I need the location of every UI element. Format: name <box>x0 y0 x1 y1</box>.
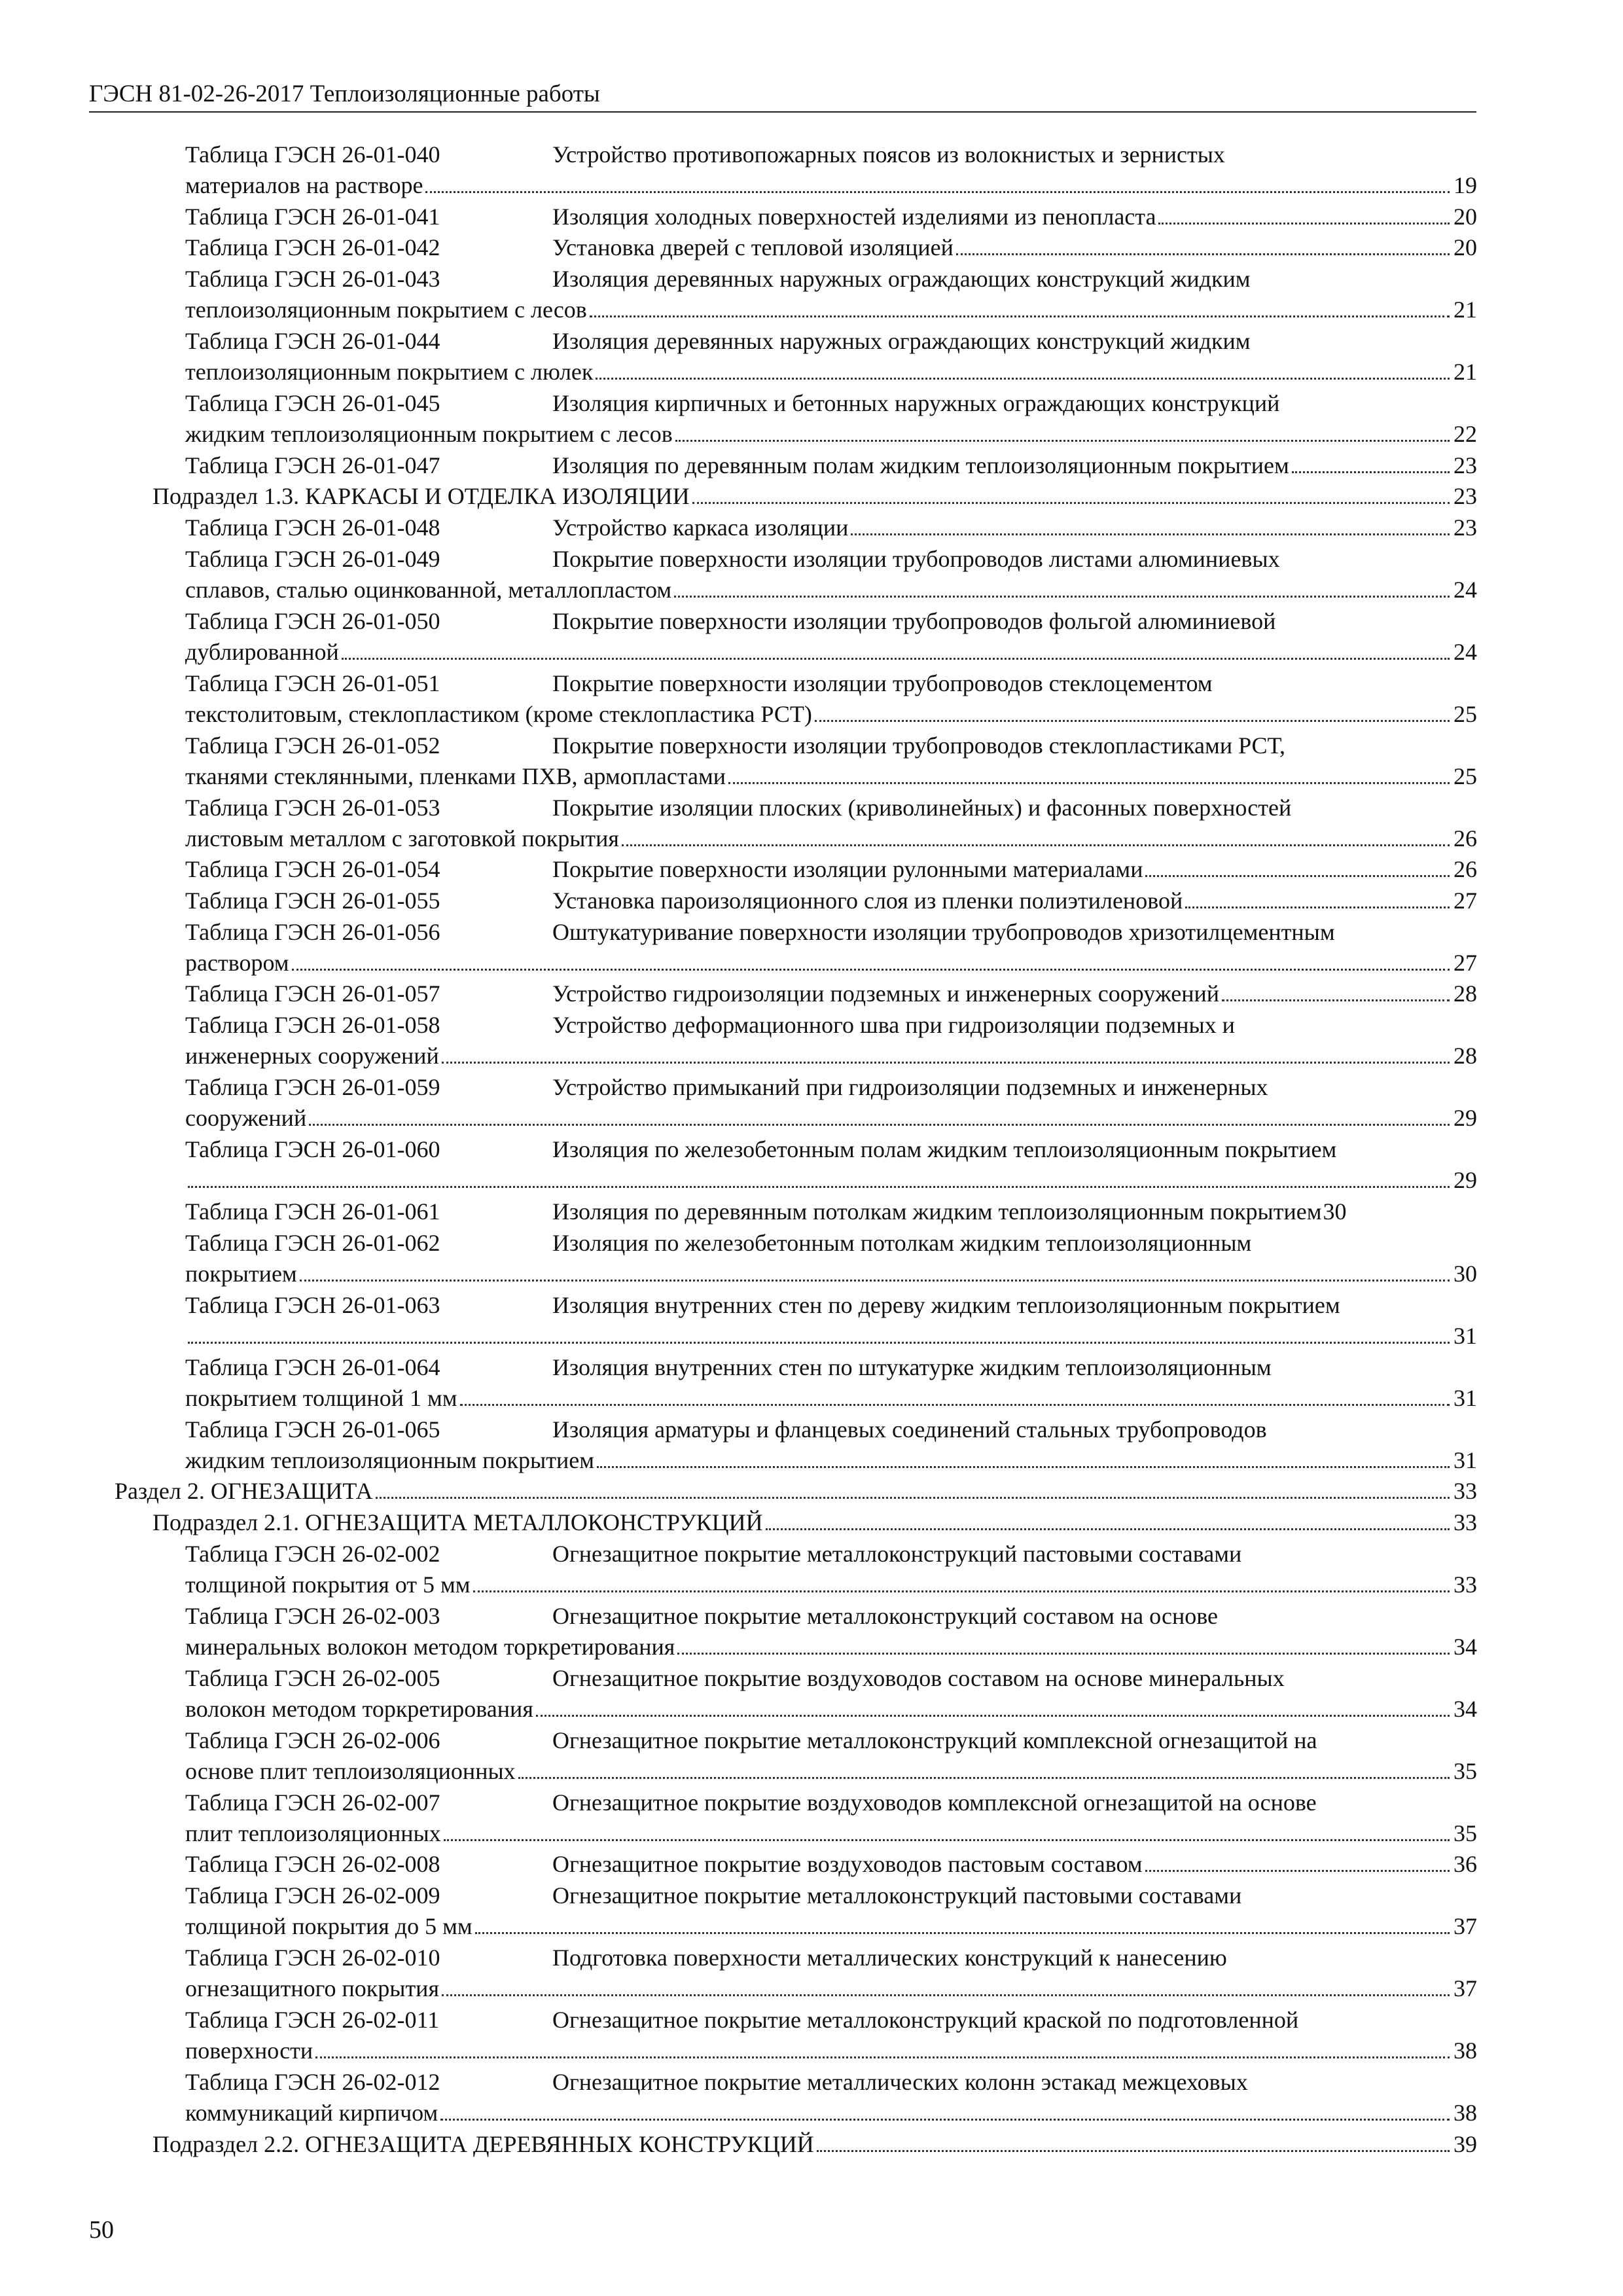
toc-entry-title: Огнезащитное покрытие воздуховодов комплексной огнезащитой на основе <box>552 1789 1317 1816</box>
toc-table-label: Таблица ГЭСН 26-01-064 <box>185 1354 440 1380</box>
toc-entry-title: Оштукатуривание поверхности изоляции трубопроводов хризотилцементным <box>552 918 1335 945</box>
dot-leader-row <box>185 419 1477 450</box>
toc-heading-title: Подраздел 2.1. ОГНЕЗАЩИТА МЕТАЛЛОКОНСТРУКЦИЙ <box>152 1507 764 1539</box>
dot-leader <box>440 2119 1450 2121</box>
dot-leader-row <box>115 1476 1477 1507</box>
toc-entry-continuation[interactable] <box>115 1570 1477 1601</box>
toc-entry-continuation[interactable] <box>115 823 1477 855</box>
toc-table-label: Таблица ГЭСН 26-02-011 <box>185 2007 440 2033</box>
toc-table-label: Таблица ГЭСН 26-02-009 <box>185 1882 440 1909</box>
toc-entry-text <box>185 202 1157 233</box>
toc-entry-continuation[interactable] <box>115 1321 1477 1352</box>
dot-leader-row <box>185 699 1477 730</box>
dot-leader-row <box>185 1632 1477 1663</box>
toc-entry[interactable] <box>115 1787 1477 1819</box>
toc-entry-title: Изоляция деревянных наружных ограждающих конструкций жидким <box>552 266 1251 292</box>
toc-entry-continuation[interactable] <box>115 171 1477 202</box>
toc-entry-title: Огнезащитное покрытие металлоконструкций составом на основе <box>552 1602 1219 1629</box>
toc-continuation-text: коммуникаций кирпичом <box>185 2098 439 2129</box>
dot-leader <box>590 315 1450 317</box>
dot-leader <box>1145 1870 1450 1872</box>
toc-subsection[interactable] <box>152 1507 1477 1539</box>
toc-page-number: 20 <box>1451 202 1477 233</box>
dot-leader-row <box>185 1041 1477 1072</box>
toc-entry-title: Изоляция холодных поверхностей изделиями из пенопласта <box>552 203 1156 230</box>
toc-continuation-text: минеральных волокон методом торкретирования <box>185 1632 676 1663</box>
header-title: ГЭСН 81-02-26-2017 Теплоизоляционные работы <box>89 81 600 107</box>
toc-entry-continuation[interactable] <box>115 1259 1477 1290</box>
toc-table-label: Таблица ГЭСН 26-01-047 <box>185 452 440 478</box>
toc-continuation-text: толщиной покрытия от 5 мм <box>185 1570 472 1601</box>
toc-continuation-text: покрытием <box>185 1259 298 1290</box>
toc-entry-title: Покрытие поверхности изоляции трубопроводов фольгой алюминиевой <box>552 607 1276 634</box>
toc-page-number: 27 <box>1451 948 1477 979</box>
toc-table-label: Таблица ГЭСН 26-01-041 <box>185 203 440 230</box>
toc-page-number: 23 <box>1451 512 1477 544</box>
toc-entry-title: Изоляция внутренних стен по штукатурке жидким теплоизоляционным <box>552 1354 1272 1380</box>
toc-continuation-text: сооружений <box>185 1103 308 1134</box>
toc-page-number: 26 <box>1451 823 1477 855</box>
dot-leader <box>766 1528 1450 1530</box>
toc-entry-continuation[interactable] <box>115 761 1477 793</box>
toc-entry[interactable] <box>115 917 1477 948</box>
toc-entry-title: Изоляция арматуры и фланцевых соединений стальных трубопроводов <box>552 1416 1267 1443</box>
toc-continuation-text: теплоизоляционным покрытием с лесов <box>185 295 588 326</box>
dot-leader-row <box>185 1849 1477 1880</box>
toc-entry-continuation[interactable] <box>115 699 1477 730</box>
toc-entry-continuation[interactable] <box>115 1041 1477 1073</box>
toc-entry-title: Огнезащитное покрытие металлических колонн эстакад межцеховых <box>552 2069 1248 2095</box>
toc-entry[interactable] <box>115 1850 1477 1881</box>
dot-leader <box>425 191 1450 193</box>
dot-leader <box>460 1404 1450 1406</box>
toc-continuation-text: покрытием толщиной 1 мм <box>185 1383 459 1414</box>
toc-subsection[interactable] <box>152 482 1477 513</box>
toc-entry-text <box>185 854 1144 886</box>
table-of-contents <box>115 139 1477 2161</box>
dot-leader <box>188 1186 1450 1188</box>
toc-table-label: Таблица ГЭСН 26-01-043 <box>185 266 440 292</box>
dot-leader <box>851 533 1450 535</box>
toc-heading-title: Раздел 2. ОГНЕЗАЩИТА <box>115 1476 374 1507</box>
toc-table-label: Таблица ГЭСН 26-02-007 <box>185 1789 440 1816</box>
toc-entry-title: Покрытие поверхности изоляции трубопроводов стеклоцементом <box>552 670 1213 696</box>
toc-table-label: Таблица ГЭСН 26-02-002 <box>185 1540 440 1567</box>
toc-entry-title: Покрытие изоляции плоских (криволинейных) и фасонных поверхностей <box>552 794 1292 821</box>
toc-entry[interactable] <box>115 1414 1477 1446</box>
toc-table-label: Таблица ГЭСН 26-01-045 <box>185 390 440 416</box>
toc-page-number: 25 <box>1451 699 1477 730</box>
toc-table-label: Таблица ГЭСН 26-02-008 <box>185 1851 440 1877</box>
toc-table-label: Таблица ГЭСН 26-01-065 <box>185 1416 440 1443</box>
toc-entry[interactable] <box>115 1725 1477 1757</box>
dot-leader-row <box>185 1694 1477 1725</box>
dot-leader-row <box>185 295 1477 326</box>
toc-entry[interactable] <box>115 388 1477 420</box>
toc-page-number: 38 <box>1451 2098 1477 2129</box>
toc-table-label: Таблица ГЭСН 26-01-059 <box>185 1074 440 1100</box>
toc-entry-title: Изоляция по деревянным потолкам жидким теплоизоляционным покрытием <box>552 1198 1322 1225</box>
toc-entry-title: Устройство гидроизоляции подземных и инженерных сооружений <box>552 980 1220 1007</box>
toc-page-number: 29 <box>1451 1103 1477 1134</box>
toc-entry[interactable] <box>115 1601 1477 1632</box>
toc-entry[interactable] <box>115 1196 1477 1228</box>
toc-page-number: 35 <box>1451 1818 1477 1850</box>
toc-entry-title: Изоляция деревянных наружных ограждающих конструкций жидким <box>552 328 1251 354</box>
toc-table-label: Таблица ГЭСН 26-02-003 <box>185 1602 440 1629</box>
toc-continuation-text: тканями стеклянными, пленками ПХВ, армопластами <box>185 761 727 793</box>
dot-leader-row <box>185 357 1477 388</box>
toc-table-label: Таблица ГЭСН 26-01-040 <box>185 141 440 168</box>
toc-page-number: 23 <box>1451 450 1477 482</box>
toc-entry[interactable] <box>115 2005 1477 2036</box>
toc-continuation-text: инженерных сооружений <box>185 1041 440 1072</box>
toc-entry-continuation[interactable] <box>115 420 1477 451</box>
dot-leader-row <box>185 886 1477 917</box>
toc-section[interactable] <box>115 1477 1477 1508</box>
toc-entry-text <box>185 978 1221 1010</box>
toc-entry-text <box>185 232 955 264</box>
toc-table-label: Таблица ГЭСН 26-01-057 <box>185 980 440 1007</box>
dot-leader-row <box>185 854 1477 886</box>
dot-leader <box>622 844 1450 846</box>
toc-entry-title: Огнезащитное покрытие металлоконструкций комплексной огнезащитой на <box>552 1727 1317 1753</box>
toc-entry-title: Установка дверей с тепловой изоляцией <box>552 234 954 260</box>
dot-leader <box>817 2150 1450 2152</box>
toc-page-number: 39 <box>1451 2129 1477 2161</box>
dot-leader <box>442 1994 1450 1996</box>
dot-leader-row <box>185 1818 1477 1850</box>
toc-entry-title: Устройство деформационного шва при гидроизоляции подземных и <box>552 1012 1235 1038</box>
toc-entry[interactable] <box>115 202 1477 233</box>
toc-table-label: Таблица ГЭСН 26-01-053 <box>185 794 440 821</box>
toc-entry-title: Огнезащитное покрытие воздуховодов пастовым составом <box>552 1851 1143 1877</box>
toc-page-number: 25 <box>1451 761 1477 793</box>
toc-continuation-text: толщиной покрытия до 5 мм <box>185 1911 474 1943</box>
toc-entry[interactable] <box>115 1663 1477 1695</box>
toc-continuation-text: жидким теплоизоляционным покрытием <box>185 1445 596 1477</box>
toc-entry-title: Изоляция кирпичных и бетонных наружных ограждающих конструкций <box>552 390 1280 416</box>
toc-table-label: Таблица ГЭСН 26-01-062 <box>185 1229 440 1256</box>
dot-leader-row <box>185 1259 1477 1290</box>
toc-entry[interactable] <box>115 1943 1477 1974</box>
dot-leader-row <box>185 1321 1477 1352</box>
toc-page-number: 30 <box>1451 1259 1477 1290</box>
toc-page-number: 33 <box>1451 1570 1477 1601</box>
toc-entry-continuation[interactable] <box>115 1974 1477 2005</box>
toc-continuation-text: материалов на растворе <box>185 170 424 202</box>
dot-leader-row <box>185 823 1477 855</box>
dot-leader-row <box>185 170 1477 202</box>
toc-entry[interactable] <box>115 544 1477 575</box>
toc-table-label: Таблица ГЭСН 26-01-054 <box>185 856 440 882</box>
toc-page-number: 31 <box>1451 1321 1477 1352</box>
toc-page-number: 21 <box>1451 357 1477 388</box>
dot-leader <box>309 1124 1450 1126</box>
dot-leader-row <box>185 1973 1477 2005</box>
toc-entry-continuation[interactable] <box>115 1818 1477 1850</box>
toc-page-number: 34 <box>1451 1632 1477 1663</box>
toc-entry-continuation[interactable] <box>115 1912 1477 1943</box>
toc-entry[interactable] <box>115 450 1477 482</box>
toc-page-number: 38 <box>1451 2036 1477 2067</box>
toc-entry-continuation[interactable] <box>115 637 1477 668</box>
toc-entry[interactable] <box>115 264 1477 295</box>
toc-entry-text <box>185 512 849 544</box>
toc-entry-title: Покрытие поверхности изоляции трубопроводов стеклопластиками РСТ, <box>552 732 1285 759</box>
toc-entry-title: Изоляция по железобетонным потолкам жидким теплоизоляционным <box>552 1229 1252 1256</box>
toc-entry-title: Изоляция по деревянным полам жидким теплоизоляционным покрытием <box>552 452 1289 478</box>
dot-leader-row <box>152 2129 1477 2161</box>
dot-leader <box>473 1590 1450 1592</box>
toc-subsection[interactable] <box>152 2129 1477 2161</box>
toc-continuation-text: листовым металлом с заготовкой покрытия <box>185 823 620 855</box>
dot-leader <box>444 1839 1450 1841</box>
dot-leader <box>677 1653 1450 1655</box>
toc-page-number: 30 <box>1323 1196 1347 1228</box>
toc-table-label: Таблица ГЭСН 26-02-012 <box>185 2069 440 2095</box>
toc-entry-title: Огнезащитное покрытие металлоконструкций пастовыми составами <box>552 1540 1242 1567</box>
toc-page-number: 28 <box>1451 1041 1477 1072</box>
dot-leader <box>1292 471 1450 473</box>
toc-continuation-text: дублированной <box>185 637 340 668</box>
toc-page-number: 37 <box>1451 1973 1477 2005</box>
toc-entry[interactable] <box>115 730 1477 762</box>
toc-entry[interactable] <box>115 668 1477 700</box>
toc-entry[interactable] <box>115 1352 1477 1384</box>
dot-leader-row <box>185 1196 1477 1228</box>
toc-table-label: Таблица ГЭСН 26-01-060 <box>185 1136 440 1162</box>
dot-leader <box>342 658 1450 660</box>
dot-leader <box>1158 223 1450 224</box>
dot-leader-row <box>185 948 1477 979</box>
dot-leader-row <box>185 512 1477 544</box>
toc-entry-continuation[interactable] <box>115 948 1477 979</box>
toc-table-label: Таблица ГЭСН 26-01-058 <box>185 1012 440 1038</box>
toc-entry-continuation[interactable] <box>115 1103 1477 1135</box>
toc-entry-title: Подготовка поверхности металлических конструкций к нанесению <box>552 1945 1227 1971</box>
toc-continuation-text: огнезащитного покрытия <box>185 1973 440 2005</box>
dot-leader-row <box>185 1911 1477 1943</box>
toc-entry-continuation[interactable] <box>115 1445 1477 1477</box>
dot-leader <box>692 502 1450 504</box>
toc-table-label: Таблица ГЭСН 26-01-050 <box>185 607 440 634</box>
toc-table-label: Таблица ГЭСН 26-01-055 <box>185 887 440 914</box>
toc-entry[interactable] <box>115 606 1477 637</box>
toc-continuation-text: волокон методом торкретирования <box>185 1694 535 1725</box>
toc-entry[interactable] <box>115 2067 1477 2098</box>
toc-entry-text <box>185 886 1184 917</box>
toc-entry-text <box>185 1849 1144 1880</box>
toc-table-label: Таблица ГЭСН 26-01-052 <box>185 732 440 759</box>
toc-entry-title: Устройство каркаса изоляции <box>552 514 849 541</box>
toc-page-number: 35 <box>1451 1756 1477 1787</box>
toc-page-number: 29 <box>1451 1165 1477 1196</box>
dot-leader <box>518 1777 1450 1779</box>
toc-heading-title: Подраздел 2.2. ОГНЕЗАЩИТА ДЕРЕВЯННЫХ КОНСТРУКЦИЙ <box>152 2129 815 2161</box>
toc-entry-text <box>185 450 1291 482</box>
toc-entry-continuation[interactable] <box>115 1166 1477 1197</box>
toc-entry-title: Огнезащитное покрытие металлоконструкций пастовыми составами <box>552 1882 1242 1909</box>
toc-entry-text <box>185 1196 1323 1228</box>
toc-page-number: 34 <box>1451 1694 1477 1725</box>
toc-entry-title: Покрытие поверхности изоляции рулонными материалами <box>552 856 1143 882</box>
dot-leader-row <box>185 1445 1477 1477</box>
toc-entry-continuation[interactable] <box>115 1694 1477 1725</box>
dot-leader-row <box>152 481 1477 512</box>
toc-entry[interactable] <box>115 1072 1477 1103</box>
toc-page-number: 27 <box>1451 886 1477 917</box>
toc-entry-continuation[interactable] <box>115 1756 1477 1787</box>
toc-entry-title: Устройство примыканий при гидроизоляции подземных и инженерных <box>552 1074 1268 1100</box>
dot-leader <box>376 1497 1450 1499</box>
toc-page-number: 23 <box>1451 481 1477 512</box>
dot-leader-row <box>185 1756 1477 1787</box>
toc-entry[interactable] <box>115 1539 1477 1570</box>
toc-page-number: 19 <box>1451 170 1477 202</box>
toc-entry-title: Изоляция по железобетонным полам жидким теплоизоляционным покрытием <box>552 1136 1337 1162</box>
toc-page-number: 20 <box>1451 232 1477 264</box>
toc-table-label: Таблица ГЭСН 26-02-005 <box>185 1664 440 1691</box>
toc-entry-continuation[interactable] <box>115 295 1477 327</box>
toc-page-number: 28 <box>1451 978 1477 1010</box>
toc-page-number: 37 <box>1451 1911 1477 1943</box>
toc-entry-continuation[interactable] <box>115 1383 1477 1414</box>
toc-page-number: 22 <box>1451 419 1477 450</box>
toc-entry[interactable] <box>115 886 1477 917</box>
dot-leader <box>536 1715 1450 1717</box>
dot-leader <box>674 596 1450 598</box>
toc-continuation-text: теплоизоляционным покрытием с люлек <box>185 357 594 388</box>
toc-page-number: 24 <box>1451 575 1477 606</box>
toc-table-label: Таблица ГЭСН 26-02-010 <box>185 1945 440 1971</box>
toc-continuation-text: основе плит теплоизоляционных <box>185 1756 517 1787</box>
dot-leader-row <box>185 450 1477 482</box>
toc-entry[interactable] <box>115 855 1477 886</box>
toc-table-label: Таблица ГЭСН 26-01-049 <box>185 545 440 572</box>
dot-leader <box>442 1062 1450 1064</box>
toc-entry[interactable] <box>115 233 1477 264</box>
dot-leader <box>1145 875 1450 877</box>
dot-leader-row <box>185 761 1477 793</box>
toc-page-number: 24 <box>1451 637 1477 668</box>
toc-entry[interactable] <box>115 326 1477 357</box>
toc-continuation-text: сплавов, сталью оцинкованной, металлопластом <box>185 575 673 606</box>
dot-leader-row <box>185 2036 1477 2067</box>
toc-continuation-text: раствором <box>185 948 291 979</box>
toc-entry[interactable] <box>115 1290 1477 1321</box>
dot-leader <box>597 1466 1450 1468</box>
toc-continuation-text: поверхности <box>185 2036 314 2067</box>
toc-table-label: Таблица ГЭСН 26-01-044 <box>185 328 440 354</box>
dot-leader <box>596 378 1450 380</box>
dot-leader <box>956 253 1450 255</box>
dot-leader-row <box>185 575 1477 606</box>
dot-leader-row <box>185 232 1477 264</box>
toc-table-label: Таблица ГЭСН 26-01-042 <box>185 234 440 260</box>
toc-entry-title: Установка пароизоляционного слоя из пленки полиэтиленовой <box>552 887 1183 914</box>
dot-leader <box>292 969 1450 971</box>
dot-leader-row <box>185 978 1477 1010</box>
dot-leader-row <box>185 637 1477 668</box>
dot-leader <box>1185 906 1450 908</box>
toc-entry-continuation[interactable] <box>115 575 1477 606</box>
toc-entry-title: Устройство противопожарных поясов из волокнистых и зернистых <box>552 141 1225 168</box>
toc-entry-title: Огнезащитное покрытие воздуховодов составом на основе минеральных <box>552 1664 1285 1691</box>
dot-leader-row <box>185 1165 1477 1196</box>
toc-table-label: Таблица ГЭСН 26-01-061 <box>185 1198 440 1225</box>
dot-leader-row <box>185 1570 1477 1601</box>
toc-table-label: Таблица ГЭСН 26-02-006 <box>185 1727 440 1753</box>
toc-continuation-text: жидким теплоизоляционным покрытием с лесов <box>185 419 674 450</box>
toc-page-number: 33 <box>1451 1507 1477 1539</box>
toc-table-label: Таблица ГЭСН 26-01-051 <box>185 670 440 696</box>
toc-page-number: 31 <box>1451 1445 1477 1477</box>
toc-page-number: 31 <box>1451 1383 1477 1414</box>
toc-entry[interactable] <box>115 979 1477 1011</box>
dot-leader-row <box>185 1383 1477 1414</box>
dot-leader <box>315 2056 1450 2058</box>
toc-table-label: Таблица ГЭСН 26-01-048 <box>185 514 440 541</box>
toc-entry[interactable] <box>115 1880 1477 1912</box>
toc-entry-title: Покрытие поверхности изоляции трубопроводов листами алюминиевых <box>552 545 1280 572</box>
dot-leader-row <box>185 1103 1477 1134</box>
dot-leader-row <box>185 2098 1477 2129</box>
dot-leader <box>475 1932 1450 1934</box>
toc-entry-title: Изоляция внутренних стен по дереву жидким теплоизоляционным покрытием <box>552 1291 1340 1318</box>
dot-leader <box>815 720 1450 722</box>
toc-entry-continuation[interactable] <box>115 357 1477 389</box>
toc-page-number: 36 <box>1451 1849 1477 1880</box>
dot-leader-row <box>152 1507 1477 1539</box>
toc-entry-continuation[interactable] <box>115 2098 1477 2130</box>
toc-entry[interactable] <box>115 1228 1477 1259</box>
dot-leader <box>728 782 1450 784</box>
dot-leader <box>1222 999 1450 1001</box>
dot-leader <box>675 440 1450 442</box>
dot-leader-row <box>185 202 1477 233</box>
toc-table-label: Таблица ГЭСН 26-01-056 <box>185 918 440 945</box>
toc-entry-continuation[interactable] <box>115 2036 1477 2068</box>
toc-continuation-text: текстолитовым, стеклопластиком (кроме стеклопластика РСТ) <box>185 699 813 730</box>
toc-continuation-text: плит теплоизоляционных <box>185 1818 442 1850</box>
toc-page-number: 21 <box>1451 295 1477 326</box>
toc-entry[interactable] <box>115 793 1477 824</box>
toc-entry[interactable] <box>115 512 1477 544</box>
toc-entry[interactable] <box>115 1010 1477 1041</box>
toc-page-number: 26 <box>1451 854 1477 886</box>
dot-leader <box>300 1280 1450 1282</box>
toc-page-number: 33 <box>1451 1476 1477 1507</box>
toc-entry[interactable] <box>115 139 1477 171</box>
toc-entry-continuation[interactable] <box>115 1632 1477 1663</box>
toc-table-label: Таблица ГЭСН 26-01-063 <box>185 1291 440 1318</box>
toc-heading-title: Подраздел 1.3. КАРКАСЫ И ОТДЕЛКА ИЗОЛЯЦИИ <box>152 481 691 512</box>
page-header <box>89 77 1476 113</box>
toc-entry[interactable] <box>115 1134 1477 1166</box>
dot-leader <box>188 1342 1450 1344</box>
page-number: 50 <box>89 2216 114 2244</box>
toc-entry-title: Огнезащитное покрытие металлоконструкций краской по подготовленной <box>552 2007 1299 2033</box>
